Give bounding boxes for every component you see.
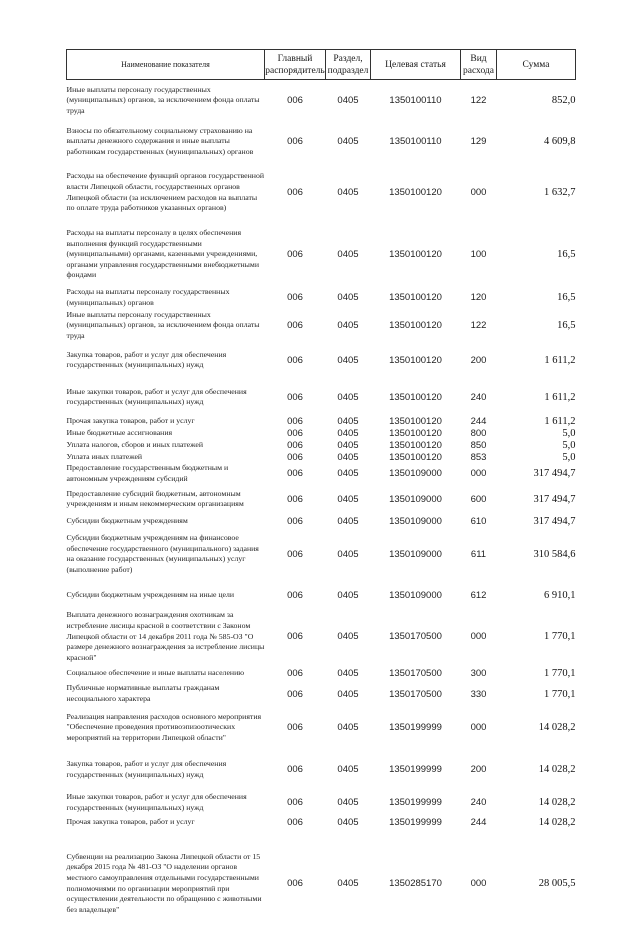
cell-vid: 612 [470,589,487,601]
cell-vid: 850 [470,439,487,451]
cell-art: 1350109000 [389,515,442,527]
table-row [67,610,576,663]
cell-sec: 0405 [337,439,359,451]
table-row [67,162,576,224]
cell-sec: 0405 [337,667,359,679]
table-row [67,310,576,342]
cell-vid: 240 [470,797,487,809]
cell-name: Социальное обеспечение и иные выплаты населению [66,668,245,678]
header-statya: Целевая статья [371,50,461,80]
cell-name: Закупка товаров, работ и услуг для обеспечения государственных (муниципальных) нужд [66,349,227,370]
cell-name: Уплата налогов, сборов и иных платежей [66,439,204,449]
cell-name: Иные выплаты персоналу государственных (муниципальных) органов, за исключением фонда оплаты труда [66,84,260,116]
cell-art: 1350100120 [389,319,442,331]
cell-gl: 006 [287,515,303,527]
cell-sum: 310 584,6 [533,548,576,560]
cell-name: Публичные нормативные выплаты гражданам несоциального характера [66,683,220,704]
cell-gl: 006 [287,319,303,331]
cell-sec: 0405 [337,427,359,439]
table-row [67,286,576,310]
cell-name: Уплата иных платежей [66,451,143,461]
cell-sec: 0405 [337,391,359,403]
cell-art: 1350100120 [389,249,442,260]
cell-gl: 006 [287,493,303,505]
cell-vid: 853 [470,451,487,463]
cell-sec: 0405 [337,878,359,890]
table-row [67,484,576,514]
table-body [67,80,576,939]
cell-sum: 1 632,7 [544,187,576,198]
cell-vid: 611 [470,548,487,560]
cell-vid: 610 [470,515,487,527]
cell-sec: 0405 [337,764,359,776]
cell-art: 1350100120 [389,391,442,403]
cell-sum: 14 028,2 [538,797,576,809]
cell-gl: 006 [287,439,303,451]
table-row [67,451,576,463]
table-row [67,580,576,610]
cell-art: 1350109000 [389,589,442,601]
cell-sum: 28 005,5 [538,878,576,890]
cell-vid: 330 [470,688,487,700]
cell-sec: 0405 [337,451,359,463]
cell-sec: 0405 [337,797,359,809]
cell-art: 1350100110 [389,95,442,107]
cell-vid: 100 [470,249,487,260]
cell-name: Иные выплаты персоналу государственных (муниципальных) органов, за исключением фонда оплаты труда [66,309,260,340]
cell-gl: 006 [287,764,303,776]
cell-vid: 000 [470,631,487,643]
cell-art: 1350100110 [389,136,442,147]
cell-gl: 006 [287,667,303,679]
cell-gl: 006 [287,187,303,198]
cell-gl: 006 [287,722,303,734]
cell-sum: 16,5 [557,249,576,260]
table-row [67,705,576,751]
cell-sum: 4 609,8 [544,136,576,147]
budget-table [66,49,576,939]
cell-art: 1350199999 [389,817,442,829]
cell-vid: 200 [470,764,487,776]
cell-name: Предоставление государственным бюджетным и автономным учреждениям субсидий [66,463,229,483]
cell-art: 1350100120 [389,427,442,439]
cell-gl: 006 [287,688,303,700]
cell-art: 1350109000 [389,468,442,480]
cell-sum: 1 770,1 [544,631,576,643]
cell-name: Прочая закупка товаров, работ и услуг [66,817,195,827]
cell-sum: 5,0 [562,439,576,451]
cell-gl: 006 [287,797,303,809]
cell-gl: 006 [287,817,303,829]
cell-vid: 000 [470,187,487,198]
cell-sec: 0405 [337,817,359,829]
cell-name: Расходы на выплаты персоналу в целях обеспечения выполнения функций государственными (муниципальными) органами, казенными учреждениями, органами управления государственными внебюджетными фондами [66,228,260,280]
table-row [67,683,576,704]
table-row [67,789,576,817]
table-row [67,514,576,528]
cell-sec: 0405 [337,548,359,560]
cell-name: Субсидии бюджетным учреждениям [66,516,188,526]
cell-gl: 006 [287,468,303,480]
cell-name: Субсидии бюджетным учреждениям на иные цели [66,590,235,600]
header-razdel: Раздел, подраздел [326,50,371,80]
cell-art: 1350100120 [389,187,442,198]
cell-name: Иные закупки товаров, работ и услуг для обеспечения государственных (муниципальных) нужд [66,386,247,407]
cell-sec: 0405 [337,722,359,734]
cell-sec: 0405 [337,187,359,198]
table-row [67,341,576,379]
cell-vid: 000 [470,468,487,480]
cell-sum: 1 770,1 [544,667,576,679]
cell-sec: 0405 [337,95,359,107]
cell-art: 1350285170 [389,878,442,890]
cell-gl: 006 [287,451,303,463]
cell-sum: 317 494,7 [533,493,576,505]
cell-gl: 006 [287,292,303,303]
cell-art: 1350170500 [389,667,442,679]
cell-gl: 006 [287,249,303,260]
cell-gl: 006 [287,95,303,107]
table-row [67,427,576,439]
table-row [67,80,576,122]
cell-sum: 317 494,7 [533,515,576,527]
cell-name: Предоставление субсидий бюджетным, автономным учреждениям и иным некоммерческим организациям [66,488,244,509]
cell-sum: 16,5 [557,319,576,331]
cell-art: 1350170500 [389,631,442,643]
cell-art: 1350100120 [389,439,442,451]
cell-sum: 5,0 [562,427,576,439]
cell-gl: 006 [287,589,303,601]
cell-sec: 0405 [337,589,359,601]
cell-sec: 0405 [337,515,359,527]
cell-sum: 5,0 [562,451,576,463]
cell-sum: 14 028,2 [538,817,576,829]
table-row [67,817,576,829]
cell-art: 1350100120 [389,354,442,366]
table-row [67,415,576,427]
cell-name: Прочая закупка товаров, работ и услуг [66,415,195,425]
cell-art: 1350109000 [389,493,442,505]
cell-name: Субсидии бюджетным учреждениям на финансовое обеспечение государственного (муниципального) задания на оказание государственных (муниципальных) услуг (выполнение работ) [66,533,259,575]
cell-vid: 122 [470,95,487,107]
cell-sum: 1 770,1 [544,688,576,700]
header-summa: Сумма [497,50,576,80]
table-row [67,829,576,939]
cell-gl: 006 [287,415,303,427]
cell-sec: 0405 [337,319,359,331]
cell-gl: 006 [287,427,303,439]
header-name: Наименование показателя [67,50,265,80]
cell-gl: 006 [287,391,303,403]
cell-vid: 244 [470,415,487,427]
cell-art: 1350199999 [389,722,442,734]
cell-sec: 0405 [337,688,359,700]
cell-sec: 0405 [337,249,359,260]
table-row [67,439,576,451]
cell-sum: 852,0 [551,95,576,107]
table-header [67,50,576,80]
cell-gl: 006 [287,354,303,366]
cell-art: 1350100120 [389,292,442,303]
cell-sec: 0405 [337,468,359,480]
cell-gl: 006 [287,878,303,890]
cell-vid: 800 [470,427,487,439]
cell-sum: 14 028,2 [538,722,576,734]
cell-name: Взносы по обязательному социальному страхованию на выплаты денежного содержания и иные выплаты работникам государственных (муниципальных) органов [66,125,254,156]
cell-vid: 244 [470,817,487,829]
cell-art: 1350100120 [389,451,442,463]
cell-sum: 6 910,1 [544,589,576,601]
cell-name: Иные закупки товаров, работ и услуг для обеспечения государственных (муниципальных) нужд [66,792,247,812]
cell-gl: 006 [287,548,303,560]
cell-gl: 006 [287,136,303,147]
table-row [67,224,576,286]
cell-sum: 14 028,2 [538,764,576,776]
cell-sum: 1 611,2 [544,391,576,403]
cell-vid: 129 [470,136,487,147]
table-row [67,463,576,484]
cell-art: 1350199999 [389,797,442,809]
cell-vid: 122 [470,319,487,331]
table-row [67,663,576,683]
cell-art: 1350109000 [389,548,442,560]
cell-sum: 1 611,2 [544,354,576,366]
cell-art: 1350100120 [389,415,442,427]
cell-vid: 000 [470,722,487,734]
cell-vid: 240 [470,391,487,403]
cell-sec: 0405 [337,493,359,505]
cell-sec: 0405 [337,631,359,643]
cell-sec: 0405 [337,136,359,147]
cell-sec: 0405 [337,354,359,366]
cell-vid: 600 [470,493,487,505]
cell-name: Выплата денежного вознаграждения охотникам за истребление лисицы красной в соответствии с Законом Липецкой области от 14 декабря 2011 года № 585-ОЗ "О размере денежного вознаграждения за истребление лисицы красной" [66,610,265,662]
cell-name: Закупка товаров, работ и услуг для обеспечения государственных (муниципальных) нужд [66,759,227,779]
cell-name: Реализация направления расходов основного мероприятия "Обеспечение проведения противоэпизоотических мероприятий на территории Липецкой области" [66,711,262,742]
cell-art: 1350170500 [389,688,442,700]
cell-sum: 317 494,7 [533,468,576,480]
cell-vid: 000 [470,878,487,890]
table-row [67,751,576,789]
table-row [67,528,576,580]
cell-name: Субвенции на реализацию Закона Липецкой области от 15 декабря 2015 года № 481-ОЗ "О наделении органов местного самоуправления отдельными государственными полномочиями по организации мероприятий при осуществлении деятельности по обращению с животными без владельцев" [66,851,262,914]
header-vid: Вид расхода [461,50,497,80]
cell-name: Расходы на выплаты персоналу государственных (муниципальных) органов [66,286,230,307]
table-row [67,122,576,162]
cell-sec: 0405 [337,415,359,427]
header-glavny: Главный распорядитель [265,50,326,80]
cell-vid: 300 [470,667,487,679]
cell-art: 1350199999 [389,764,442,776]
cell-sec: 0405 [337,292,359,303]
cell-gl: 006 [287,631,303,643]
cell-name: Иные бюджетные ассигнования [66,427,173,437]
cell-vid: 200 [470,354,487,366]
cell-name: Расходы на обеспечение функций органов государственной власти Липецкой области, государственных органов Липецкой области (за исключением расходов на выплаты по оплате труда работников указанных органов) [66,171,265,213]
cell-vid: 120 [470,292,487,303]
cell-sum: 1 611,2 [544,415,576,427]
table-row [67,379,576,415]
cell-sum: 16,5 [557,292,576,303]
